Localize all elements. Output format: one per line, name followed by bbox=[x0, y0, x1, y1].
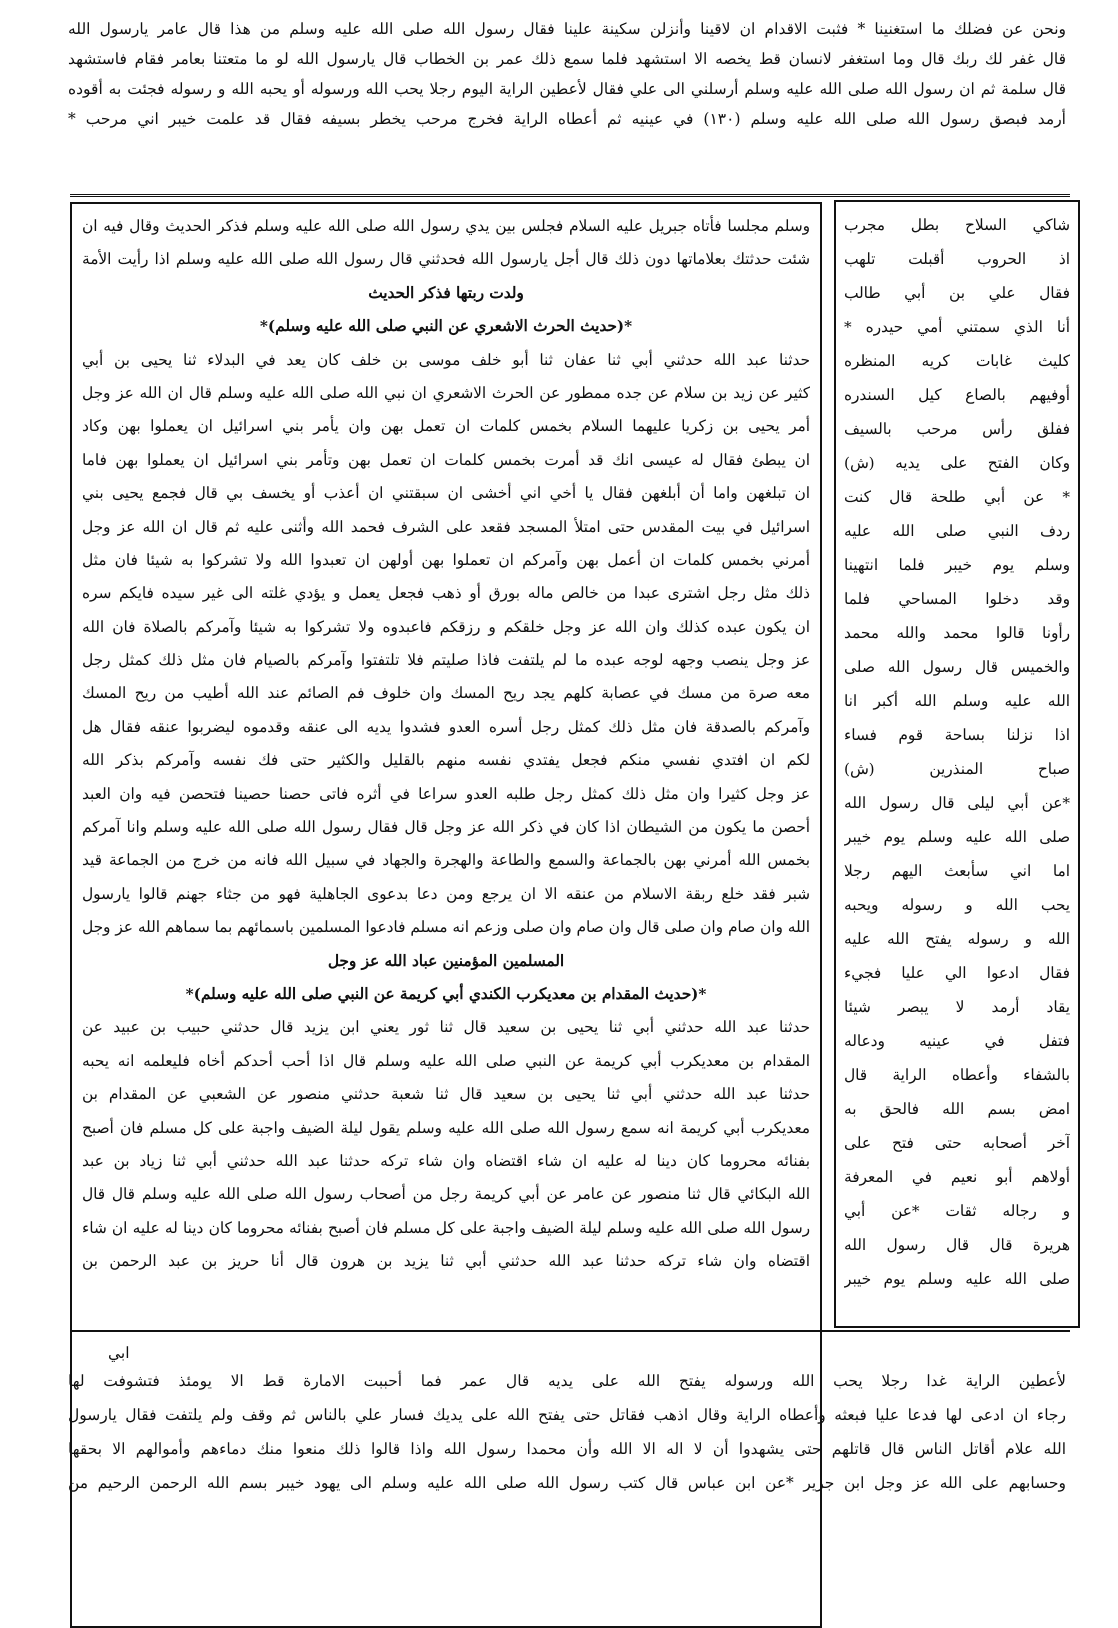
margin-text-line: اذا نزلنا بساحة قوم فساء bbox=[844, 726, 1070, 744]
main-text-line: حدثنا عبد الله حدثني أبي ثنا يحيى بن سعيد قال ثنا ثور يعني ابن يزيد قال حدثني حبيب بن عبيد عن bbox=[82, 1018, 810, 1037]
margin-text-line: آخر أصحابه حتى فتح على bbox=[844, 1134, 1070, 1152]
main-text-line: معديكرب أبي كريمة انه سمع رسول الله صلى الله عليه وسلم يقول ليلة الضيف واجبة على كل مسلم فان أصبح bbox=[82, 1118, 810, 1137]
main-text-line: أمرني بخمس كلمات ان أعمل بهن وآمركم ان تعملوا بهن أولهن ان تعبدوا الله ولا تشركوا به شيئا فان مثل bbox=[82, 550, 810, 569]
main-text-line: معه صرة من مسك في عصابة كلهم يجد ريح المسك وان خلوف فم الصائم عند الله أطيب من ريح المسك bbox=[82, 684, 810, 703]
main-text-line: ولدت ربتها فذكر الحديث bbox=[368, 283, 524, 302]
bottom-text-line: لأعطين الراية غدا رجلا يحب الله ورسوله يفتح الله على يديه قال عمر فما أحببت الامارة قط الا يومئذ فتشوفت لها bbox=[68, 1372, 1066, 1390]
margin-text-line: رأونا قالوا محمد والله محمد bbox=[844, 624, 1070, 642]
main-text-line: *(حديث المقدام بن معديكرب الكندي أبي كريمة عن النبي صلى الله عليه وسلم)* bbox=[185, 984, 707, 1003]
margin-text-line: بالشفاء وأعطاه الراية قال bbox=[844, 1066, 1070, 1084]
main-text-line: بفنائه محروما كان دينا له عليه ان شاء اقتضاه وان شاء تركه حدثنا عبد الله حدثني أبي ثنا زياد بن عبد bbox=[82, 1151, 810, 1170]
bottom-text-line: وحسابهم على الله عز وجل ابن جرير *عن ابن عباس قال كتب رسول الله صلى الله عليه وسلم الى يهود خيبر بسم الله الرحمن الرحيم من bbox=[68, 1474, 1066, 1492]
margin-text-line: كليث غابات كريه المنظره bbox=[844, 352, 1070, 370]
main-text-line: عز وجل كثيرا وان مثل ذلك كمثل رجل طلبه العدو سراعا في أثره فاتى حصنا حصينا فتحصن فيه وان العبد bbox=[82, 784, 810, 803]
margin-text-line: و رجاله ثقات *عن أبي bbox=[844, 1202, 1070, 1220]
main-text-line: ان تبلغهن واما أن أبلغهن فقال يا أخي اني أخشى ان سبقتني ان أعذب أو يخسف بي قال فجمع يحيى بني bbox=[82, 484, 810, 503]
margin-text-line: وقد دخلوا المساحي فلما bbox=[844, 590, 1070, 608]
main-text-line: اقتضاه وان شاء تركه حدثنا عبد الله حدثني أبي ثنا يزيد بن هرون قال أنا حريز بن عبد الرحمن بن bbox=[82, 1252, 810, 1271]
main-text-line: شبر فقد خلع ربقة الاسلام من عنقه الا ان يرجع ومن دعا بدعوى الجاهلية فهو من جثاء جهنم قالوا يارسول bbox=[82, 884, 810, 903]
main-text-line: الله وان صام وان صلى قال وان صام وان صلى وزعم انه مسلم فادعوا المسلمين باسمائهم بما سماهم الله عز وجل bbox=[82, 918, 810, 937]
margin-text-line: فتفل في عينيه ودعاله bbox=[844, 1032, 1070, 1050]
main-text-line: المقدام بن معديكرب أبي كريمة عن النبي صلى الله عليه وسلم قال اذا أحب أحدكم أخاه فليعلمه انه يحبه bbox=[82, 1051, 810, 1070]
margin-text-line: فقال ادعوا الي عليا فجيء bbox=[844, 964, 1070, 982]
margin-text-line: اذ الحروب أقبلت تلهب bbox=[844, 250, 1070, 268]
margin-text-line: *عن أبي ليلى قال رسول الله bbox=[844, 794, 1070, 812]
main-text-line: ان يكون عبده كذلك وان الله عز وجل خلقكم و رزقكم فاعبدوه ولا تشركوا به شيئا وآمركم بالصلاة فان الله bbox=[82, 617, 810, 636]
margin-text-line: هريرة قال قال رسول الله bbox=[844, 1236, 1070, 1254]
margin-text-line: الله و رسوله يفتح الله عليه bbox=[844, 930, 1070, 948]
main-text-line: أمر يحيى بن زكريا عليهما السلام بخمس كلمات ان تعمل بهن وان يأمر بني اسرائيل ان يعملوا بهن وكاد bbox=[82, 417, 810, 436]
margin-text-line: صباح المنذرين (ش) bbox=[844, 760, 1070, 778]
margin-text-line: صلى الله عليه وسلم يوم خيبر bbox=[844, 1270, 1070, 1288]
margin-text-line: شاكي السلاح بطل مجرب bbox=[844, 216, 1070, 234]
margin-text-line: وسلم يوم خيبر فلما انتهينا bbox=[844, 556, 1070, 574]
main-text-line: لكم ان افتدي نفسي منكم فجعل يفتدي نفسه منهم بالقليل والكثير حتى فك نفسه وآمركم بذكر الله bbox=[82, 751, 810, 770]
bottom-marginal-note: ابي bbox=[108, 1344, 130, 1362]
margin-text-line: وكان الفتح على يديه (ش) bbox=[844, 454, 1070, 472]
main-text-line: الله البكائي قال ثنا منصور عن عامر عن أبي كريمة رجل من أصحاب رسول الله صلى الله عليه وسلم قال قال bbox=[82, 1185, 810, 1204]
main-text-line: أحصن ما يكون من الشيطان اذا كان في ذكر الله عز وجل قال فقال رسول الله صلى الله عليه وسلم وانا آمركم bbox=[82, 818, 810, 837]
main-text-line: حدثنا عبد الله حدثني أبي ثنا يحيى بن سعيد قال ثنا شعبة حدثني منصور عن الشعبي عن المقدام بن bbox=[82, 1085, 810, 1104]
bottom-text-block bbox=[68, 1342, 1066, 1562]
top-text-line: قال غفر لك ربك قال وما استغفر لانسان قط يخصه الا استشهد فلما سمع ذلك عمر بن الخطاب قال يارسول الله لو ما متعتنا بعامر فقام فاستشهد bbox=[68, 50, 1066, 68]
margin-text-line: صلى الله عليه وسلم يوم خيبر bbox=[844, 828, 1070, 846]
main-text-line: بخمس الله أمرني بهن بالجماعة والسمع والطاعة والهجرة والجهاد في سبيل الله فانه من خرج من الجماعة قيد bbox=[82, 851, 810, 870]
margin-text-line: يقاد أرمد لا يبصر شيئا bbox=[844, 998, 1070, 1016]
top-divider bbox=[70, 194, 1070, 197]
margin-text-line: يحب الله و رسوله ويحبه bbox=[844, 896, 1070, 914]
margin-commentary-column bbox=[834, 200, 1080, 1328]
margin-text-line: اما اني سأبعث اليهم رجلا bbox=[844, 862, 1070, 880]
margin-text-line: أنا الذي سمتني أمي حيدره * bbox=[844, 318, 1070, 336]
top-text-line: ونحن عن فضلك ما استغنينا * فثبت الاقدام ان لاقينا وأنزلن سكينة علينا فقال رسول الله صلى الله عليه وسلم من هذا قال عامر يارسول الله bbox=[68, 20, 1066, 38]
margin-text-line: امض بسم الله فالحق به bbox=[844, 1100, 1070, 1118]
bottom-text-line: الله علام أقاتل الناس قال قاتلهم حتى يشهدوا أن لا اله الا الله وأن محمدا رسول الله واذا قالوا ذلك منعوا منك دماءهم وأموالهم الا بحقها bbox=[68, 1440, 1066, 1458]
main-text-line: وآمركم بالصدقة فان مثل ذلك كمثل رجل أسره العدو فشدوا يديه الى عنقه وقدموه ليضربوا عنقه فقال هل bbox=[82, 717, 810, 736]
main-text-line: شئت حدثتك بعلاماتها دون ذلك قال أجل يارسول الله فحدثني قال رسول الله صلى الله عليه وسلم اذا رأيت الأمة bbox=[82, 250, 810, 269]
margin-text-line: * عن أبي طلحة قال كنت bbox=[844, 488, 1070, 506]
main-text-line: حدثنا عبد الله حدثني أبي ثنا عفان ثنا أبو خلف موسى بن خلف كان يعد في البدلاء ثنا يحيى بن أبي bbox=[82, 350, 810, 369]
margin-text-line: الله عليه وسلم الله أكبر انا bbox=[844, 692, 1070, 710]
bottom-divider bbox=[70, 1330, 1070, 1332]
main-text-line: عز وجل ينصب وجهه لوجه عبده ما لم يلتفت فاذا صليتم فلا تلتفتوا وآمركم بالصيام فان مثل ذلك كمثل رجل bbox=[82, 651, 810, 670]
main-text-line: المسلمين المؤمنين عباد الله عز وجل bbox=[327, 951, 565, 970]
margin-text-line: أولاهم أبو نعيم في المعرفة bbox=[844, 1168, 1070, 1186]
margin-text-line: أوفيهم بالصاع كيل السندره bbox=[844, 386, 1070, 404]
margin-text-line: فقال علي بن أبي طالب bbox=[844, 284, 1070, 302]
main-text-line: رسول الله صلى الله عليه وسلم ليلة الضيف واجبة على كل مسلم فان أصبح بفنائه محروما كان دينا له عليه ان شاء bbox=[82, 1218, 810, 1237]
main-text-line: ذلك مثل رجل اشترى عبدا من خالص ماله بورق أو ذهب فجعل يعمل و يؤدي غلته الى غير سيده فايكم سره bbox=[82, 584, 810, 603]
main-text-line: اسرائيل في بيت المقدس حتى امتلأ المسجد فقعد على الشرف فحمد الله وأثنى عليه ثم قال ان الله عز وجل bbox=[82, 517, 810, 536]
margin-text-line: والخميس قال رسول الله صلى bbox=[844, 658, 1070, 676]
margin-text-line: ردف النبي صلى الله عليه bbox=[844, 522, 1070, 540]
main-text-line: كثير عن زيد بن سلام عن جده ممطور عن الحرث الاشعري ان نبي الله صلى الله عليه وسلم قال ان الله عز وجل bbox=[82, 383, 810, 402]
main-text-line: وسلم مجلسا فأتاه جبريل عليه السلام فجلس بين يدي رسول الله صلى الله عليه وسلم فذكر الحديث وقال فيه ان bbox=[82, 217, 810, 235]
margin-text-line: ففلق رأس مرحب بالسيف bbox=[844, 420, 1070, 438]
top-text-line: قال سلمة ثم ان رسول الله صلى الله عليه وسلم أرسلني الى علي فقال لأعطين الراية اليوم رجلا يحب الله ورسوله أو يحبه الله و رسوله فجئت به أقوده bbox=[68, 80, 1066, 98]
main-text-line: ان يبطئ فقال له عيسى انك قد أمرت بخمس كلمات ان تعمل بهن وتأمر بني اسرائيل ان يعملوا بهن فاما bbox=[82, 450, 810, 469]
main-text-line: *(حديث الحرث الاشعري عن النبي صلى الله عليه وسلم)* bbox=[259, 317, 633, 336]
top-text-block bbox=[68, 14, 1066, 190]
bottom-text-line: رجاء ان ادعى لها فدعا عليا فبعثه وأعطاه الراية وقال اذهب فقاتل حتى يفتح الله على يديك فسار علي بالناس ثم وقف ولم يلتفت فقال يارسول bbox=[68, 1406, 1066, 1424]
top-text-line: أرمد فبصق رسول الله صلى الله عليه وسلم (١٣٠) في عينيه ثم أعطاه الراية فخرج مرحب يخطر بسيفه فقال قد علمت خيبر اني مرحب * bbox=[68, 110, 1066, 128]
